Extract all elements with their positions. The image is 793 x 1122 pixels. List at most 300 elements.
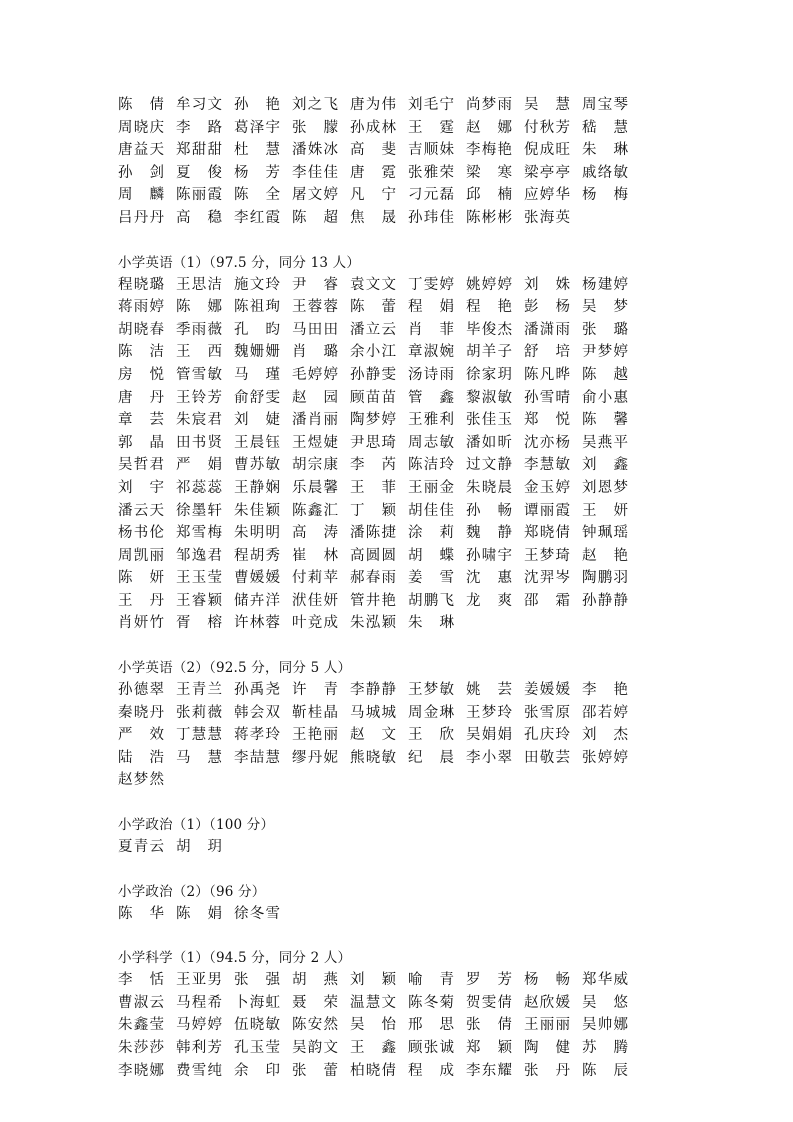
person-name: 牟习文: [176, 97, 222, 113]
person-name: 胡鹏飞: [408, 592, 454, 609]
person-name: 陶 健: [524, 1040, 570, 1056]
names-grid: [118, 274, 678, 636]
person-name: 姜 雪: [408, 570, 454, 587]
score-section: [118, 94, 678, 230]
section-spacer: [118, 792, 678, 814]
person-name: 陈 超: [292, 209, 338, 226]
person-name: 郑 悦: [524, 412, 570, 429]
person-name: 杨书伦: [118, 525, 164, 542]
person-name: 李梅艳: [466, 142, 512, 159]
person-name: 朱晓晨: [466, 479, 512, 496]
person-name: 吴燕平: [582, 434, 628, 451]
person-name: 唐益天: [118, 142, 164, 159]
person-name: 吴帅娜: [582, 1017, 628, 1034]
person-name: 黎淑敏: [466, 389, 512, 406]
person-name: 陈 倩: [118, 97, 164, 113]
person-name: 俞小惠: [582, 389, 628, 406]
score-section: [118, 947, 678, 1082]
person-name: 朱佳颖: [234, 502, 280, 519]
person-name: 程 艳: [466, 299, 512, 316]
person-name: 许 青: [292, 682, 338, 699]
person-name: 邵若婷: [582, 704, 628, 721]
person-name: 郑甜甜: [176, 142, 222, 159]
person-name: 陈 馨: [582, 412, 628, 429]
section-title: 小学政治（1）（100 分）: [118, 817, 275, 834]
person-name: 潘云天: [118, 502, 164, 519]
person-name: 焦 晟: [350, 209, 396, 226]
person-name: 王丽丽: [524, 1017, 570, 1034]
section-title: 小学英语（2）（92.5 分，同分 5 人）: [118, 660, 352, 677]
person-name: 梁 寒: [466, 164, 512, 181]
person-name: 金玉婷: [524, 479, 570, 496]
person-name: 吴韵文: [292, 1040, 338, 1056]
person-name: 潘立云: [350, 321, 396, 338]
person-name: 余小江: [350, 344, 396, 361]
person-name: 马田田: [292, 321, 338, 338]
person-name: 程 成: [408, 1062, 454, 1079]
person-name: 王静娴: [234, 479, 280, 496]
person-name: 杨 芳: [234, 164, 280, 181]
person-name: 张 倩: [466, 1017, 512, 1034]
person-name: 潘肖丽: [292, 412, 338, 429]
person-name: 马 瑾: [234, 366, 280, 383]
person-name: 姚婷婷: [466, 276, 512, 293]
person-name: 王煜婕: [292, 434, 338, 451]
person-name: 杨建婷: [582, 276, 628, 293]
person-name: 丁慧慧: [176, 727, 222, 744]
person-name: 吉顺妹: [408, 142, 454, 159]
person-name: 曹淑云: [118, 994, 164, 1011]
person-name: 孙禹尧: [234, 682, 280, 699]
person-name: 邵 霜: [524, 592, 570, 609]
person-name: 郑华威: [582, 972, 628, 989]
person-name: 曹苏敏: [234, 457, 280, 474]
person-name: 叶竞成: [292, 615, 338, 632]
person-name: 肖 璐: [292, 344, 338, 361]
person-name: 田书贤: [176, 434, 222, 451]
person-name: 马婷婷: [176, 1017, 222, 1034]
person-name: 陈冬菊: [408, 994, 454, 1011]
person-name: 李 艳: [582, 682, 628, 699]
person-name: 管井艳: [350, 592, 396, 609]
person-name: 杨 梅: [582, 187, 628, 204]
person-name: 唐为伟: [350, 97, 396, 113]
person-name: 王青兰: [176, 682, 222, 699]
person-name: 陈洁玲: [408, 457, 454, 474]
person-name: 夏 俊: [176, 164, 222, 181]
person-name: 徐家玥: [466, 366, 512, 383]
person-name: 胡宗康: [292, 457, 338, 474]
person-name: 卜海虹: [234, 994, 280, 1011]
person-name: 孙啸宇: [466, 547, 512, 564]
person-name: 潘陈捷: [350, 525, 396, 542]
person-name: 费雪纯: [176, 1062, 222, 1079]
person-name: 温慧文: [350, 994, 396, 1011]
person-name: 顾苗苗: [350, 389, 396, 406]
person-name: 邢 思: [408, 1017, 454, 1034]
person-name: 吴娟娟: [466, 727, 512, 744]
person-name: 蒋雨婷: [118, 299, 164, 316]
person-name: 杜 慧: [234, 142, 280, 159]
person-name: 刘 颖: [350, 972, 396, 989]
person-name: 余 印: [234, 1062, 280, 1079]
person-name: 陆 浩: [118, 749, 164, 766]
person-name: 孙雪晴: [524, 389, 570, 406]
person-name: 陈 洁: [118, 344, 164, 361]
person-name: 陈 全: [234, 187, 280, 204]
person-name: 孙德翠: [118, 682, 164, 699]
person-name: 马程希: [176, 994, 222, 1011]
person-name: 赵 园: [292, 389, 338, 406]
person-name: 李 芮: [350, 457, 396, 474]
person-name: 陈鑫汇: [292, 502, 338, 519]
person-name: 朱 琳: [408, 615, 454, 632]
person-name: 孙 畅: [466, 502, 512, 519]
person-name: 毕俊杰: [466, 321, 512, 338]
person-name: 季雨薇: [176, 321, 222, 338]
person-name: 王思洁: [176, 276, 222, 293]
person-name: 马 慧: [176, 749, 222, 766]
person-name: 喻 青: [408, 972, 454, 989]
person-name: 付莉苹: [292, 570, 338, 587]
person-name: 房 悦: [118, 366, 164, 383]
person-name: 姚 芸: [466, 682, 512, 699]
person-name: 赵 文: [350, 727, 396, 744]
person-name: 陈祖珣: [234, 299, 280, 316]
person-name: 涂 莉: [408, 525, 454, 542]
person-name: 陶梦婷: [350, 412, 396, 429]
score-section: [118, 252, 678, 636]
names-grid: [118, 969, 678, 1082]
person-name: 纪 晨: [408, 749, 454, 766]
person-name: 孙静雯: [350, 366, 396, 383]
person-name: 王 菲: [350, 479, 396, 496]
person-name: 陈 越: [582, 366, 628, 383]
person-name: 韩利芳: [176, 1040, 222, 1056]
person-name: 秦晓丹: [118, 704, 164, 721]
person-name: 陈 娜: [176, 299, 222, 316]
person-name: 王梦玲: [466, 704, 512, 721]
person-name: 储卉洋: [234, 592, 280, 609]
names-grid: [118, 679, 678, 792]
person-name: 屠文婷: [292, 187, 338, 204]
person-name: 高 稳: [176, 209, 222, 226]
person-name: 陈凡晔: [524, 366, 570, 383]
person-name: 李慧敏: [524, 457, 570, 474]
person-name: 管 鑫: [408, 389, 454, 406]
person-name: 赵梦然: [118, 772, 164, 789]
person-name: 乐晨馨: [292, 479, 338, 496]
person-name: 王 霆: [408, 119, 454, 136]
person-name: 陶鹏羽: [582, 570, 628, 587]
person-name: 陈 娟: [176, 905, 222, 922]
person-name: 章淑婉: [408, 344, 454, 361]
person-name: 孙玮佳: [408, 209, 454, 226]
person-name: 谭丽霞: [524, 502, 570, 519]
person-name: 朱宸君: [176, 412, 222, 429]
person-name: 沈 惠: [466, 570, 512, 587]
person-name: 周凯丽: [118, 547, 164, 564]
person-name: 袁文文: [350, 276, 396, 293]
person-name: 周宝琴: [582, 97, 628, 113]
person-name: 潘潇雨: [524, 321, 570, 338]
person-name: 李佳佳: [292, 164, 338, 181]
person-name: 胡 蝶: [408, 547, 454, 564]
person-name: 丁 颖: [350, 502, 396, 519]
person-name: 胡羊子: [466, 344, 512, 361]
person-name: 张雪原: [524, 704, 570, 721]
person-name: 李喆慧: [234, 749, 280, 766]
person-name: 王雅利: [408, 412, 454, 429]
person-name: 崔 林: [292, 547, 338, 564]
person-name: 陈安然: [292, 1017, 338, 1034]
person-name: 张 璐: [582, 321, 628, 338]
person-name: 朱莎莎: [118, 1040, 164, 1056]
person-name: 尚梦雨: [466, 97, 512, 113]
person-name: 张佳玉: [466, 412, 512, 429]
person-name: 魏 静: [466, 525, 512, 542]
person-name: 朱明明: [234, 525, 280, 542]
person-name: 唐 霓: [350, 164, 396, 181]
person-name: 舒 培: [524, 344, 570, 361]
person-name: 吴 怡: [350, 1017, 396, 1034]
person-name: 唐 丹: [118, 389, 164, 406]
person-name: 刘 婕: [234, 412, 280, 429]
person-name: 潘如昕: [466, 434, 512, 451]
person-name: 苏 腾: [582, 1040, 628, 1056]
person-name: 王蓉蓉: [292, 299, 338, 316]
person-name: 孙 艳: [234, 97, 280, 113]
person-name: 周志敏: [408, 434, 454, 451]
person-name: 熊晓敏: [350, 749, 396, 766]
person-name: 周金琳: [408, 704, 454, 721]
person-name: 蒋孝玲: [234, 727, 280, 744]
section-title: 小学科学（1）（94.5 分，同分 2 人）: [118, 950, 352, 967]
section-spacer: [118, 635, 678, 657]
person-name: 陈彬彬: [466, 209, 512, 226]
person-name: 刘 姝: [524, 276, 570, 293]
person-name: 张 丹: [524, 1062, 570, 1079]
person-name: 顾张诚: [408, 1040, 454, 1056]
person-name: 贺雯倩: [466, 994, 512, 1011]
person-name: 郭 晶: [118, 434, 164, 451]
person-name: 刘 杰: [582, 727, 628, 744]
person-name: 王 西: [176, 344, 222, 361]
person-name: 刘 鑫: [582, 457, 628, 474]
person-name: 俞舒雯: [234, 389, 280, 406]
person-name: 应婷华: [524, 187, 570, 204]
person-name: 魏姗姗: [234, 344, 280, 361]
names-grid: [118, 836, 678, 859]
person-name: 吴哲君: [118, 457, 164, 474]
person-name: 胡 燕: [292, 972, 338, 989]
score-section: [118, 814, 678, 859]
person-name: 韩会双: [234, 704, 280, 721]
person-name: 郝春雨: [350, 570, 396, 587]
person-name: 朱 琳: [582, 142, 628, 159]
person-name: 章 芸: [118, 412, 164, 429]
person-name: 靳桂晶: [292, 704, 338, 721]
person-name: 胡佳佳: [408, 502, 454, 519]
person-name: 王 妍: [582, 502, 628, 519]
person-name: 王玉莹: [176, 570, 222, 587]
person-name: 胡 玥: [176, 839, 222, 856]
person-name: 曹媛媛: [234, 570, 280, 587]
names-grid: [118, 903, 678, 926]
person-name: 李小翠: [466, 749, 512, 766]
person-name: 祁蕊蕊: [176, 479, 222, 496]
person-name: 汤诗雨: [408, 366, 454, 383]
person-name: 孔玉莹: [234, 1040, 280, 1056]
section-spacer: [118, 859, 678, 881]
person-name: 李 路: [176, 119, 222, 136]
person-name: 陈丽霞: [176, 187, 222, 204]
person-name: 王 鑫: [350, 1040, 396, 1056]
person-name: 李东耀: [466, 1062, 512, 1079]
person-name: 夏青云: [118, 839, 164, 856]
person-name: 刘恩梦: [582, 479, 628, 496]
person-name: 张雅荣: [408, 164, 454, 181]
person-name: 陈 华: [118, 905, 164, 922]
person-name: 张 朦: [292, 119, 338, 136]
person-name: 管雪敏: [176, 366, 222, 383]
person-name: 许林蓉: [234, 615, 280, 632]
person-name: 钟珮瑶: [582, 525, 628, 542]
person-name: 戚络敏: [582, 164, 628, 181]
person-name: 高圆圆: [350, 547, 396, 564]
section-title: 小学政治（2）（96 分）: [118, 883, 266, 900]
person-name: 罗 芳: [466, 972, 512, 989]
person-name: 高 涛: [292, 525, 338, 542]
document-page: [118, 94, 678, 1082]
person-name: 赵 娜: [466, 119, 512, 136]
person-name: 潘姝冰: [292, 142, 338, 159]
person-name: 郑 颖: [466, 1040, 512, 1056]
person-name: 孙静静: [582, 592, 628, 609]
score-section: [118, 881, 678, 926]
person-name: 吴 悠: [582, 994, 628, 1011]
person-name: 陈 辰: [582, 1062, 628, 1079]
person-name: 程晓璐: [118, 276, 164, 293]
person-name: 李晓娜: [118, 1062, 164, 1079]
person-name: 王晨钰: [234, 434, 280, 451]
person-name: 肖妍竹: [118, 615, 164, 632]
person-name: 胥 榕: [176, 615, 222, 632]
person-name: 聂 荣: [292, 994, 338, 1011]
person-name: 陈 蕾: [350, 299, 396, 316]
person-name: 邱 楠: [466, 187, 512, 204]
person-name: 王梦敏: [408, 682, 454, 699]
section-title: 小学英语（1）（97.5 分，同分 13 人）: [118, 254, 361, 271]
person-name: 沈羿岑: [524, 570, 570, 587]
person-name: 王 欣: [408, 727, 454, 744]
person-name: 张 蕾: [292, 1062, 338, 1079]
person-name: 马城城: [350, 704, 396, 721]
person-name: 李红霞: [234, 209, 280, 226]
person-name: 吴 梦: [582, 299, 628, 316]
person-name: 王睿颖: [176, 592, 222, 609]
person-name: 李 恬: [118, 972, 164, 989]
person-name: 朱鑫莹: [118, 1017, 164, 1034]
person-name: 凡 宁: [350, 187, 396, 204]
person-name: 高 斐: [350, 142, 396, 159]
person-name: 刘之飞: [292, 97, 338, 113]
person-name: 孙 剑: [118, 164, 164, 181]
person-name: 王丽金: [408, 479, 454, 496]
person-name: 严 娟: [176, 457, 222, 474]
person-name: 李静静: [350, 682, 396, 699]
person-name: 姜媛媛: [524, 682, 570, 699]
person-name: 丁雯婷: [408, 276, 454, 293]
person-name: 程 娟: [408, 299, 454, 316]
person-name: 张莉薇: [176, 704, 222, 721]
person-name: 尹 睿: [292, 276, 338, 293]
names-grid: [118, 94, 678, 230]
person-name: 柏晓倩: [350, 1062, 396, 1079]
person-name: 朱泓颖: [350, 615, 396, 632]
person-name: 王铃芳: [176, 389, 222, 406]
person-name: 陈 妍: [118, 570, 164, 587]
person-name: 嵇 慧: [582, 119, 628, 136]
person-name: 孔 昀: [234, 321, 280, 338]
person-name: 赵欣媛: [524, 994, 570, 1011]
person-name: 王 丹: [118, 592, 164, 609]
person-name: 周 麟: [118, 187, 164, 204]
person-name: 王亚男: [176, 972, 222, 989]
person-name: 徐墨轩: [176, 502, 222, 519]
person-name: 杨 畅: [524, 972, 570, 989]
section-spacer: [118, 925, 678, 947]
person-name: 过文静: [466, 457, 512, 474]
person-name: 刁元磊: [408, 187, 454, 204]
person-name: 尹梦婷: [582, 344, 628, 361]
person-name: 孔庆玲: [524, 727, 570, 744]
person-name: 张 强: [234, 972, 280, 989]
person-name: 缪丹妮: [292, 749, 338, 766]
person-name: 刘 宇: [118, 479, 164, 496]
person-name: 付秋芳: [524, 119, 570, 136]
person-name: 倪成旺: [524, 142, 570, 159]
person-name: 伍晓敏: [234, 1017, 280, 1034]
person-name: 田敬芸: [524, 749, 570, 766]
person-name: 王艳丽: [292, 727, 338, 744]
person-name: 孙成林: [350, 119, 396, 136]
person-name: 沈亦杨: [524, 434, 570, 451]
person-name: 王梦琦: [524, 547, 570, 564]
person-name: 尹思琦: [350, 434, 396, 451]
person-name: 吴 慧: [524, 97, 570, 113]
person-name: 胡晓春: [118, 321, 164, 338]
person-name: 葛泽宇: [234, 119, 280, 136]
score-section: [118, 657, 678, 792]
person-name: 程胡秀: [234, 547, 280, 564]
person-name: 张婷婷: [582, 749, 628, 766]
person-name: 郑雪梅: [176, 525, 222, 542]
person-name: 彭 杨: [524, 299, 570, 316]
person-name: 洑佳妍: [292, 592, 338, 609]
person-name: 施文玲: [234, 276, 280, 293]
person-name: 赵 艳: [582, 547, 628, 564]
person-name: 徐冬雪: [234, 905, 280, 922]
person-name: 龙 爽: [466, 592, 512, 609]
person-name: 张海英: [524, 209, 570, 226]
person-name: 肖 菲: [408, 321, 454, 338]
person-name: 刘毛宁: [408, 97, 454, 113]
section-spacer: [118, 230, 678, 252]
person-name: 邹逸君: [176, 547, 222, 564]
person-name: 严 效: [118, 727, 164, 744]
person-name: 毛婷婷: [292, 366, 338, 383]
